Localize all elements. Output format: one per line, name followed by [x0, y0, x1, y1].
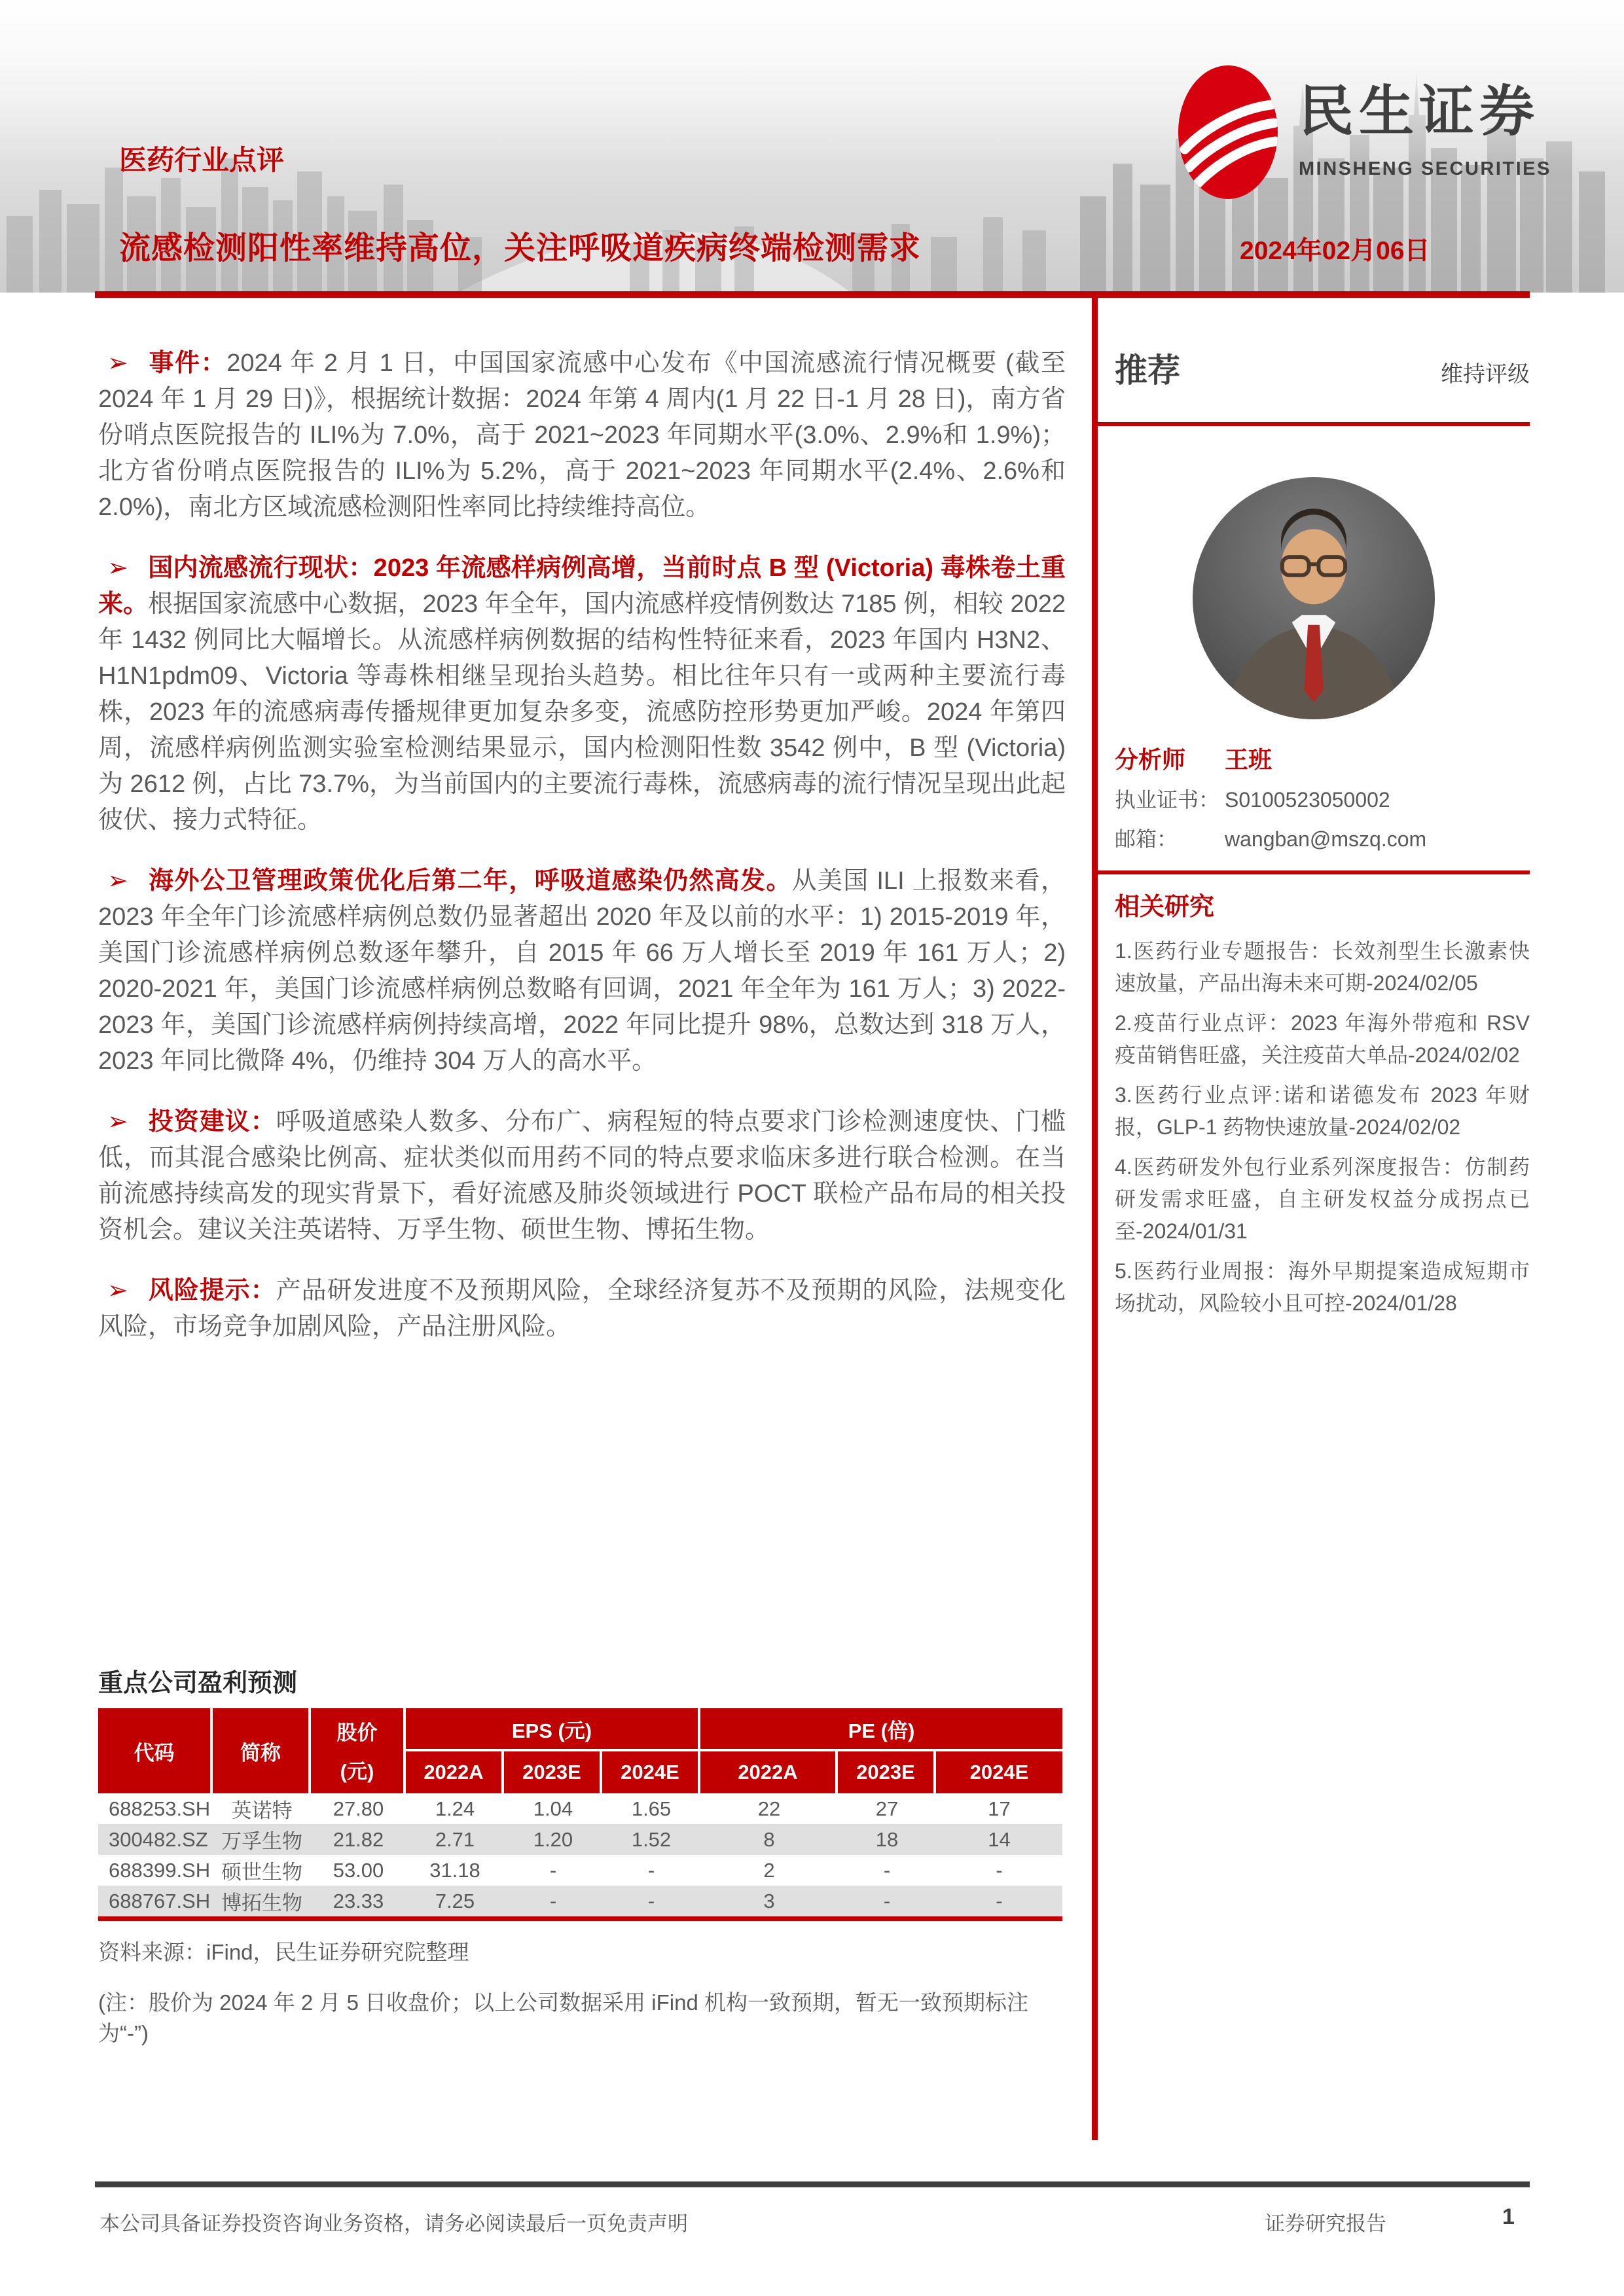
- cell-pe: 3: [763, 1889, 775, 1912]
- cell-eps: -: [647, 1858, 655, 1882]
- related-divider: [1098, 870, 1530, 874]
- cell-price: 21.82: [333, 1827, 384, 1851]
- cell-pe: 18: [875, 1827, 899, 1851]
- paragraph-body: 产品研发进度不及预期风险，全球经济复苏不及预期的风险，法规变化风险，市场竞争加剧风险，产品注册风险。: [98, 1277, 1066, 1340]
- sidebar-divider: [1098, 422, 1530, 426]
- cell-price: 23.33: [333, 1889, 384, 1912]
- table-row: [98, 1793, 1062, 1824]
- table-note: (注：股价为 2024 年 2 月 5 日收盘价；以上公司数据采用 iFind 机构一致预期，暂无一致预期标注为“-”): [98, 1990, 1028, 2045]
- related-item: 2.疫苗行业点评：2023 年海外带疱和 RSV 疫苗销售旺盛，关注疫苗大单品-2024/02/02: [1115, 1011, 1530, 1067]
- related-research-title: 相关研究: [1115, 893, 1215, 921]
- col-header-price-line1: 股价: [336, 1721, 378, 1744]
- cert-value: S0100523050002: [1225, 788, 1390, 812]
- table-row: [98, 1855, 1062, 1886]
- cell-pe: 14: [988, 1827, 1011, 1851]
- paragraph-body: 根据国家流感中心数据，2023 年全年，国内流感样疫情例数达 7185 例，相较 2022 年 1432 例同比大幅增长。从流感样病例数据的结构性特征来看，2023 年国内 H3N2、H1N1pdm09、Victoria 等毒株相继呈现抬头趋势。相比往年只有一或两种主要流行毒株，2023 年的流感病毒传播规律更加复杂多变，流感防控形势更加严峻。2024 年第四周，流感样病例监测实验室检测结果显示，国内检测阳性数 3542 例中，B 型 (Victoria) 为 2612 例，占比 73.7%，为当前国内的主要流行毒株，流感病毒的流行情况呈现出此起彼伏、接力式特征。: [98, 590, 1066, 834]
- bullet-arrow-icon: ➢: [107, 350, 128, 377]
- table-row: [98, 1824, 1062, 1855]
- cell-pe: -: [883, 1889, 891, 1912]
- col-sub-header: 2022A: [700, 1751, 838, 1793]
- logo-en-text: MINSHENG SECURITIES: [1299, 158, 1551, 179]
- footer-report-type: 证券研究报告: [1265, 2212, 1386, 2235]
- cell-eps: -: [549, 1889, 557, 1912]
- cell-price: 27.80: [333, 1797, 384, 1820]
- rating-note: 维持评级: [1441, 362, 1530, 387]
- table-title: 重点公司盈利预测: [98, 1670, 298, 1697]
- table-row: [98, 1886, 1062, 1916]
- cell-name: 英诺特: [231, 1799, 293, 1822]
- cell-price: 53.00: [333, 1858, 384, 1882]
- cell-pe: -: [883, 1858, 891, 1882]
- table-header: [98, 1708, 1062, 1793]
- related-item: 3.医药行业点评:诺和诺德发布 2023 年财报，GLP-1 药物快速放量-2024/02/02: [1115, 1083, 1530, 1139]
- cell-pe: 17: [988, 1797, 1011, 1820]
- email-row: [1115, 825, 1530, 853]
- bullet-arrow-icon: ➢: [107, 1108, 128, 1136]
- footer-divider: [95, 2181, 1530, 2187]
- cell-name: 博拓生物: [221, 1892, 302, 1914]
- col-sub-header: 2024E: [602, 1751, 700, 1793]
- paragraph-event: [98, 346, 1066, 526]
- report-title: 流感检测阳性率维持高位，关注呼吸道疾病终端检测需求: [119, 231, 922, 266]
- cert-label: 执业证书：: [1115, 788, 1220, 812]
- forecast-table-section: [98, 1669, 1062, 2047]
- sidebar: [1098, 350, 1530, 1327]
- main-content: [98, 346, 1066, 1370]
- cell-eps: 1.20: [533, 1827, 573, 1851]
- related-item: 5.医药行业周报：海外早期提案造成短期市场扰动，风险较小且可控-2024/01/28: [1115, 1259, 1530, 1315]
- cell-name: 硕世生物: [221, 1861, 302, 1884]
- minsheng-logo-icon: [1178, 65, 1278, 200]
- paragraph-lead: 国内流感流行现状：2023 年流感样病例高增，当前时点 B 型 (Victoria) 毒株卷土重来。: [98, 554, 1066, 618]
- cell-pe: -: [996, 1889, 1003, 1912]
- paragraph-lead: 事件：: [147, 350, 227, 377]
- email-label: 邮箱：: [1115, 827, 1178, 851]
- logo-cn-text: 民生证券: [1299, 81, 1540, 142]
- cell-eps: 1.24: [435, 1797, 475, 1820]
- table-source: 资料来源：iFind，民生证券研究院整理: [98, 1940, 469, 1964]
- cell-eps: 1.52: [631, 1827, 672, 1851]
- cert-row: [1115, 785, 1530, 814]
- col-sub-header: 2023E: [504, 1751, 602, 1793]
- cell-eps: 7.25: [435, 1889, 475, 1912]
- cell-pe: 27: [875, 1797, 899, 1820]
- paragraph-lead: 海外公卫管理政策优化后第二年，呼吸道感染仍然高发。: [147, 867, 792, 895]
- report-date: 2024年02月06日: [1240, 237, 1430, 265]
- paragraph-domestic-flu: [98, 550, 1066, 838]
- related-research-list: [1115, 935, 1530, 1319]
- paragraph-overseas: [98, 863, 1066, 1079]
- cell-code: 688767.SH: [109, 1889, 211, 1912]
- col-header-price: [311, 1708, 406, 1793]
- rating-row: [1115, 350, 1530, 391]
- report-header: [0, 0, 1624, 293]
- col-sub-header: 2024E: [936, 1751, 1062, 1793]
- cell-eps: -: [647, 1889, 655, 1912]
- paragraph-lead: 风险提示：: [147, 1277, 276, 1304]
- cell-eps: -: [549, 1858, 557, 1882]
- paragraph-body: 从美国 ILI 上报数来看，2023 年全年门诊流感样病例总数仍显著超出 2020 年及以前的水平：1) 2015-2019 年，美国门诊流感样病例总数逐年攀升，自 2015 年 66 万人增长至 2019 年 161 万人；2) 2020-2021 年，美国门诊流感样病例总数略有回调，2021 年全年为 161 万人；3) 2022-2023 年，美国门诊流感样病例持续高增，2022 年同比提升 98%，总数达到 318 万人，2023 年同比微降 4%，仍维持 304 万人的高水平。: [98, 867, 1066, 1075]
- analyst-portrait-image: [1193, 477, 1435, 719]
- cell-eps: 1.04: [533, 1797, 573, 1820]
- col-group-eps: EPS (元): [406, 1708, 700, 1751]
- paragraph-body: 呼吸道感染人数多、分布广、病程短的特点要求门诊检测速度快、门槛低，而其混合感染比例高、症状类似而用药不同的特点要求临床多进行联合检测。在当前流感持续高发的现实背景下，看好流感及肺炎领域进行 POCT 联检产品布局的相关投资机会。建议关注英诺特、万孚生物、硕世生物、博拓生物。: [98, 1108, 1066, 1244]
- header-divider: [95, 291, 1530, 298]
- paragraph-lead: 投资建议：: [147, 1108, 276, 1136]
- paragraph-investment-advice: [98, 1104, 1066, 1248]
- footer-page-number: 1: [1502, 2204, 1515, 2229]
- cell-eps: 31.18: [429, 1858, 480, 1882]
- cell-pe: -: [996, 1858, 1003, 1882]
- paragraph-body: 2024 年 2 月 1 日，中国国家流感中心发布《中国流感流行情况概要 (截至 2024 年 1 月 29 日)》，根据统计数据：2024 年第 4 周内(1 月 22 日-1 月 28 日)，南方省份哨点医院报告的 ILI%为 7.0%，高于 2021~2023 年同期水平(3.0%、2.9%和 1.9%)；北方省份哨点医院报告的 ILI%为 5.2%，高于 2021~2023 年同期水平(2.4%、2.6%和 2.0%)，南北方区域流感检测阳性率同比持续维持高位。: [98, 350, 1066, 521]
- col-header-price-line2: (元): [340, 1760, 374, 1783]
- cell-pe: 2: [763, 1858, 775, 1882]
- cell-eps: 1.65: [631, 1797, 672, 1820]
- email-value: wangban@mszq.com: [1225, 827, 1427, 851]
- cell-code: 688399.SH: [109, 1858, 211, 1882]
- report-category: 医药行业点评: [119, 145, 285, 175]
- minsheng-logo: [1178, 65, 1551, 200]
- bullet-arrow-icon: ➢: [107, 554, 128, 582]
- column-divider: [1092, 298, 1098, 2140]
- col-sub-header: 2023E: [838, 1751, 936, 1793]
- col-header-name: 简称: [213, 1708, 311, 1793]
- col-sub-header: 2022A: [406, 1751, 504, 1793]
- related-item: 1.医药行业专题报告：长效剂型生长激素快速放量，产品出海未来可期-2024/02/05: [1115, 939, 1530, 995]
- cell-code: 688253.SH: [109, 1797, 211, 1820]
- cell-pe: 8: [763, 1827, 775, 1851]
- analyst-label: 分析师: [1115, 746, 1186, 773]
- bullet-arrow-icon: ➢: [107, 1277, 128, 1304]
- col-group-pe: PE (倍): [700, 1708, 1062, 1751]
- cell-code: 300482.SZ: [109, 1827, 208, 1851]
- col-header-code: 代码: [98, 1708, 213, 1793]
- paragraph-risk-warning: [98, 1273, 1066, 1345]
- bullet-arrow-icon: ➢: [107, 867, 128, 895]
- analyst-photo: [1193, 477, 1435, 719]
- footer-disclaimer: 本公司具备证券投资咨询业务资格，请务必阅读最后一页免责声明: [99, 2212, 688, 2235]
- related-item: 4.医药研发外包行业系列深度报告：仿制药研发需求旺盛，自主研发权益分成拐点已至-2024/01/31: [1115, 1155, 1530, 1243]
- table-body: [98, 1793, 1062, 1921]
- analyst-row: [1115, 742, 1530, 775]
- cell-eps: 2.71: [435, 1827, 475, 1851]
- rating-value: 推荐: [1115, 352, 1180, 389]
- analyst-name: 王班: [1225, 746, 1272, 773]
- cell-name: 万孚生物: [221, 1830, 302, 1853]
- cell-pe: 22: [757, 1797, 781, 1820]
